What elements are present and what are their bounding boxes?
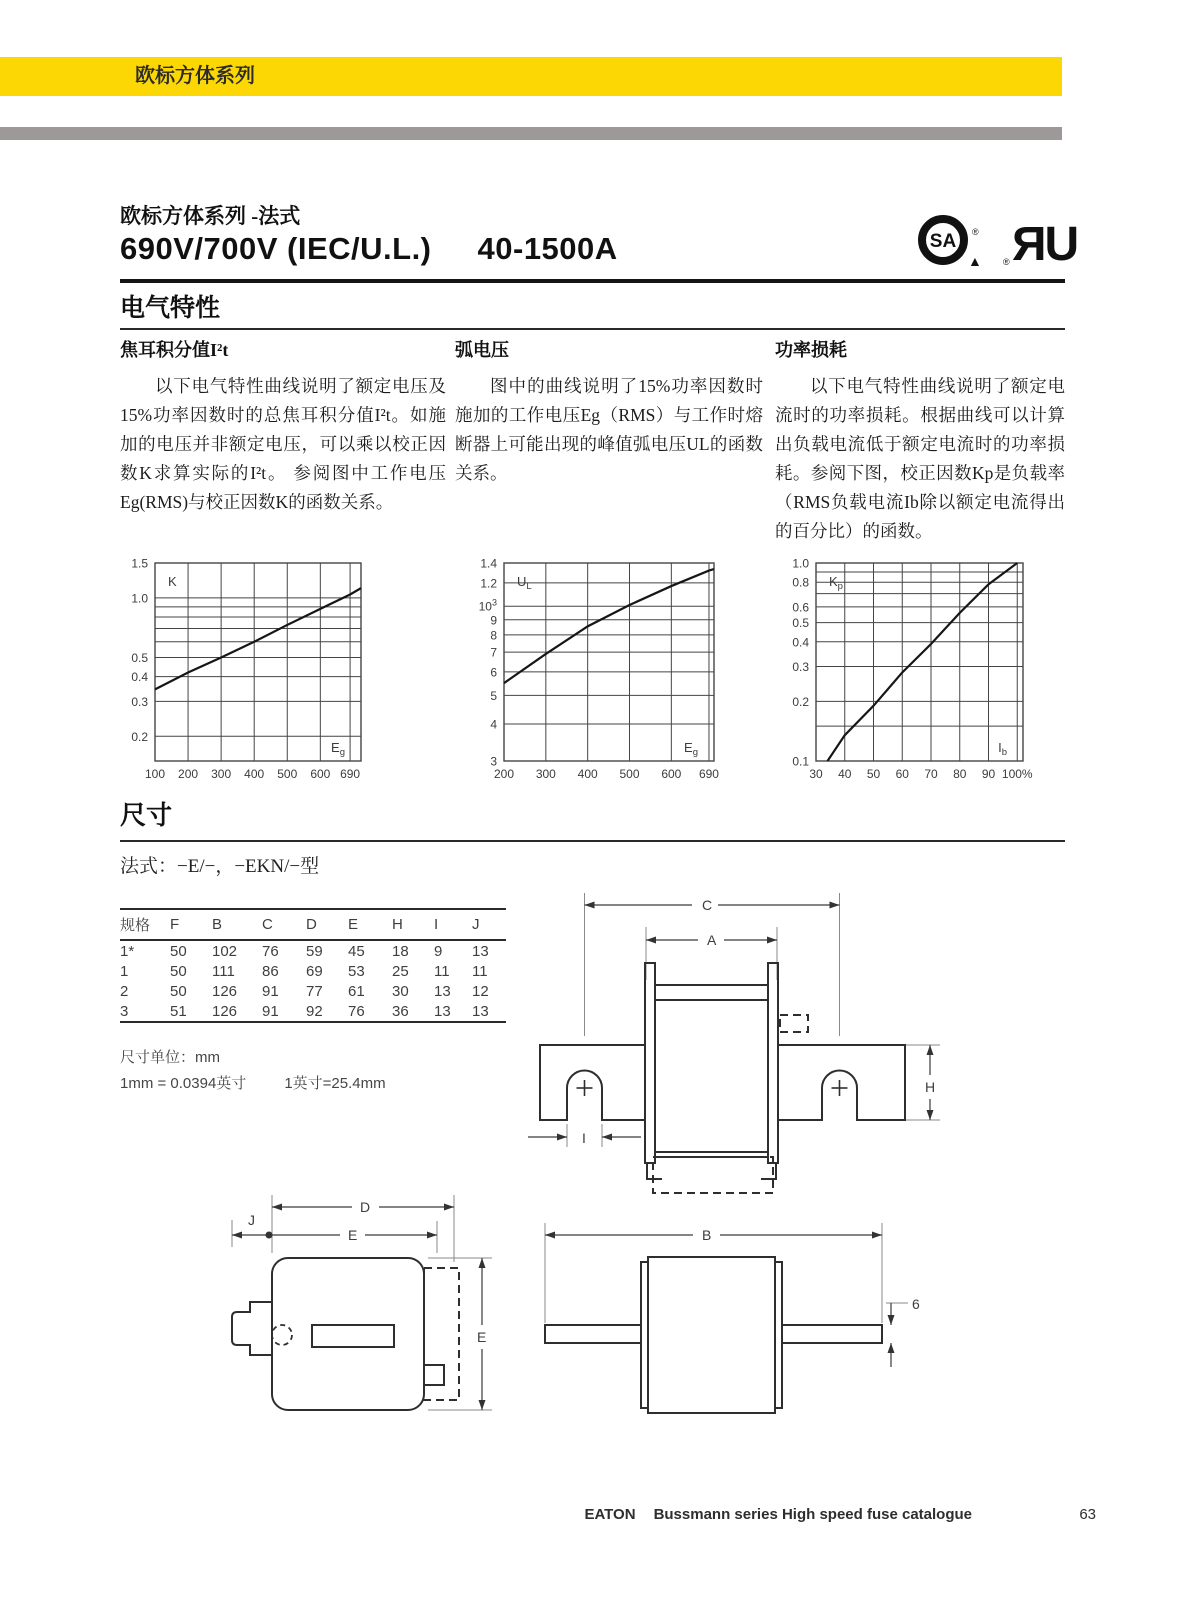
table-cell: 50 — [170, 982, 187, 1000]
svg-text:400: 400 — [244, 767, 265, 781]
svg-text:5: 5 — [490, 688, 497, 703]
dim-e-horizontal-label: E — [348, 1227, 358, 1243]
ul-registered-mark: ® — [1003, 257, 1010, 267]
csa-triangle-mark: ▲ — [968, 253, 982, 269]
series-subtitle: 欧标方体系列 -法式 — [120, 204, 301, 228]
table-cell: 12 — [472, 982, 489, 1000]
svg-text:600: 600 — [661, 767, 682, 781]
svg-text:Ib: $I_b$ — [998, 740, 1007, 758]
drawing-side-view — [222, 1185, 522, 1435]
svg-text:1.4: 1.4 — [480, 556, 497, 571]
table-cell: 91 — [262, 1002, 279, 1020]
table-cell: 51 — [170, 1002, 187, 1020]
svg-text:0.4: 0.4 — [792, 635, 809, 650]
dim-h-label: H — [925, 1079, 936, 1095]
column-i2t — [120, 336, 446, 517]
table-cell: 45 — [348, 942, 365, 960]
table-cell: 126 — [212, 1002, 238, 1020]
svg-text:103: $10^3$ — [478, 597, 497, 614]
csa-logo — [922, 219, 982, 269]
dim-j-label: J — [248, 1212, 255, 1228]
svg-text:0.3: 0.3 — [131, 694, 148, 709]
table-cell: 30 — [392, 982, 409, 1000]
table-cell: 61 — [348, 982, 365, 1000]
title-current: 40-1500A — [477, 231, 618, 266]
svg-text:Eg: $E_g$ — [684, 740, 698, 758]
footer-catalogue-title: Bussmann series High speed fuse catalogue — [653, 1506, 972, 1523]
section-electrical-title: 电气特性 — [120, 295, 221, 322]
table-cell: 77 — [306, 982, 323, 1000]
table-cell: 102 — [212, 942, 238, 960]
svg-text:300: 300 — [211, 767, 232, 781]
chart-arc-voltage — [466, 545, 724, 785]
table-cell: 11 — [472, 962, 488, 980]
dim-a-label: A — [707, 932, 717, 948]
svg-text:0.5: 0.5 — [792, 616, 809, 631]
svg-text:690: 690 — [698, 767, 719, 781]
column-power-loss — [775, 336, 1065, 546]
svg-text:200: 200 — [178, 767, 199, 781]
table-cell: 9 — [434, 942, 443, 960]
table-cell: 2 — [120, 982, 129, 1000]
table-cell: 3 — [120, 1002, 129, 1020]
svg-text:0.1: 0.1 — [792, 754, 809, 769]
drawing-blade-view — [528, 1195, 958, 1440]
svg-text:8: 8 — [490, 628, 497, 643]
table-cell: 111 — [212, 962, 235, 980]
dimension-table-header — [120, 909, 506, 940]
electrical-rule — [120, 328, 1065, 330]
table-cell: 50 — [170, 942, 187, 960]
svg-text:0.2: 0.2 — [792, 694, 809, 709]
table-cell: 59 — [306, 942, 323, 960]
svg-text:Kp: $K_p$ — [829, 574, 843, 592]
svg-text:K: K — [168, 574, 177, 589]
table-cell: 50 — [170, 962, 187, 980]
table-cell: 13 — [472, 1002, 489, 1020]
table-cell: 92 — [306, 1002, 323, 1020]
svg-text:40: 40 — [838, 767, 852, 781]
svg-text:400: 400 — [577, 767, 598, 781]
svg-text:1.2: 1.2 — [480, 576, 497, 591]
table-row — [120, 940, 506, 961]
svg-text:690: 690 — [340, 767, 361, 781]
dimension-table-body — [120, 940, 506, 1022]
svg-text:1.0: 1.0 — [792, 556, 809, 571]
dimensions-rule — [120, 840, 1065, 842]
dim-e-vertical-label: E — [477, 1329, 487, 1345]
svg-text:0.3: 0.3 — [792, 660, 809, 675]
svg-text:4: 4 — [490, 717, 497, 732]
page-title — [120, 231, 618, 267]
table-cell: 91 — [262, 982, 279, 1000]
dim-thickness-label: 6 — [912, 1296, 920, 1312]
svg-text:100: 100 — [144, 767, 166, 781]
table-row — [120, 981, 506, 1001]
column-header: B — [212, 909, 262, 940]
conversion-note: 1mm = 0.0394英寸 1英寸=25.4mm — [120, 1075, 386, 1092]
table-row — [120, 961, 506, 981]
svg-text:50: 50 — [866, 767, 881, 781]
drawing-front-view — [520, 875, 960, 1220]
table-cell: 76 — [348, 1002, 365, 1020]
svg-text:0.6: 0.6 — [792, 600, 809, 615]
table-cell: 18 — [392, 942, 409, 960]
column-header: C — [262, 909, 306, 940]
svg-text:500: 500 — [277, 767, 298, 781]
svg-text:9: 9 — [490, 613, 497, 628]
dimension-table — [120, 908, 506, 1023]
table-cell: 13 — [434, 1002, 451, 1020]
dim-d-label: D — [360, 1199, 371, 1215]
svg-text:60: 60 — [895, 767, 909, 781]
svg-text:600: 600 — [310, 767, 331, 781]
gray-divider-bar — [0, 127, 1062, 140]
svg-text:1.0: 1.0 — [131, 591, 148, 606]
table-cell: 1* — [120, 942, 135, 960]
column-header: D — [306, 909, 348, 940]
column-arc-voltage-heading: 弧电压 — [455, 340, 509, 360]
column-header: I — [434, 909, 472, 940]
csa-letters: SA — [929, 231, 957, 252]
table-cell: 53 — [348, 962, 365, 980]
section-dimensions-title: 尺寸 — [120, 801, 173, 830]
table-cell: 11 — [434, 962, 450, 980]
column-header: F — [170, 909, 212, 940]
column-header: H — [392, 909, 434, 940]
svg-text:90: 90 — [981, 767, 996, 781]
svg-text:30: 30 — [809, 767, 823, 781]
svg-text:500: 500 — [619, 767, 640, 781]
svg-text:100%: 100% — [1001, 767, 1033, 781]
title-voltage: 690V/700V (IEC/U.L.) — [120, 231, 432, 266]
svg-text:3: 3 — [490, 754, 497, 769]
table-cell: 76 — [262, 942, 279, 960]
svg-text:300: 300 — [535, 767, 556, 781]
column-header: J — [472, 909, 506, 940]
column-power-loss-body: 以下电气特性曲线说明了额定电流时的功率损耗。根据曲线可以计算出负载电流低于额定电流时的功率损耗。参阅下图，校正因数Kp是负载率（RMS负载电流Ib除以额定电流得出的百分比）的函数。 — [775, 376, 1065, 541]
ul-recognized-logo — [1003, 218, 1077, 271]
table-cell: 1 — [120, 962, 129, 980]
csa-registered-mark: ® — [972, 227, 979, 237]
svg-text:0.2: 0.2 — [131, 729, 148, 744]
type-designation: 法式：−E/−，−EKN/−型 — [120, 856, 320, 877]
table-cell: 126 — [212, 982, 238, 1000]
table-cell: 25 — [392, 962, 409, 980]
unit-note: 尺寸单位：mm — [120, 1049, 220, 1066]
ul-mark-letters: ЯU — [1012, 218, 1078, 271]
column-arc-voltage-body: 图中的曲线说明了15%功率因数时施加的工作电压Eg（RMS）与工作时熔断器上可能出现的峰值弧电压UL的函数关系。 — [455, 376, 763, 483]
chart-i2t-correction-factor — [117, 545, 371, 785]
table-cell: 69 — [306, 962, 323, 980]
column-header: E — [348, 909, 392, 940]
table-cell: 13 — [434, 982, 451, 1000]
page-number: 63 — [1079, 1506, 1096, 1523]
svg-text:200: 200 — [493, 767, 515, 781]
table-cell: 36 — [392, 1002, 409, 1020]
title-rule — [120, 279, 1065, 283]
footer — [520, 1506, 972, 1523]
table-cell: 86 — [262, 962, 279, 980]
svg-text:6: 6 — [490, 665, 497, 680]
dim-b-label: B — [702, 1227, 712, 1243]
svg-text:Eg: $E_g$ — [331, 740, 345, 758]
certification-logos — [900, 208, 1080, 274]
series-banner-label: 欧标方体系列 — [135, 65, 255, 87]
footer-brand: EATON — [584, 1506, 636, 1523]
svg-text:0.8: 0.8 — [792, 575, 809, 590]
svg-text:UL: $U_L$ — [517, 574, 532, 592]
table-cell: 13 — [472, 942, 489, 960]
svg-text:7: 7 — [490, 645, 497, 660]
chart-power-loss-factor — [778, 545, 1033, 785]
svg-text:80: 80 — [953, 767, 967, 781]
column-power-loss-heading: 功率损耗 — [775, 340, 847, 360]
svg-text:1.5: 1.5 — [131, 556, 148, 571]
dim-c-label: C — [702, 897, 713, 913]
column-i2t-body: 以下电气特性曲线说明了额定电压及15%功率因数时的总焦耳积分值I²t。如施加的电压并非额定电压，可以乘以校正因数K求算实际的I²t。 参阅图中工作电压Eg(RMS)与校正因数K的函数关系。 — [120, 376, 446, 512]
column-header: 规格 — [120, 909, 170, 940]
column-i2t-heading: 焦耳积分值I²t — [120, 340, 229, 360]
svg-text:70: 70 — [924, 767, 938, 781]
table-row — [120, 1001, 506, 1022]
svg-text:0.4: 0.4 — [131, 670, 148, 685]
column-arc-voltage — [455, 336, 763, 488]
svg-text:0.5: 0.5 — [131, 650, 148, 665]
dim-i-label: I — [582, 1130, 586, 1146]
